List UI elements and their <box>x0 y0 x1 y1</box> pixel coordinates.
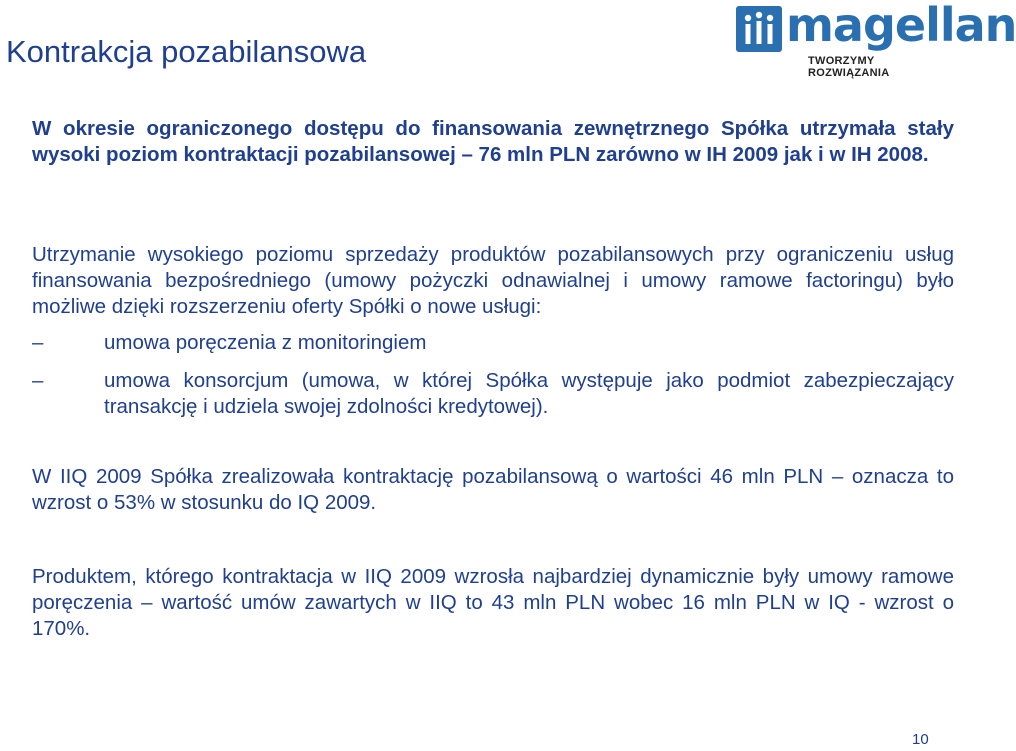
magellan-logo <box>736 0 1016 79</box>
paragraph-product-growth: Produktem, którego kontraktacja w IIQ 2009 wzrosła najbardziej dynamicznie były umowy ramowe poręczenia – wartość umów zawartych w IIQ to 43 mln PLN wobec 16 mln PLN w IQ - wzrost o 170%. <box>32 565 954 640</box>
logo-tagline: TWORZYMY ROZWIĄZANIA <box>808 55 890 79</box>
bullet-dash: – <box>32 331 44 354</box>
bullet-dash: – <box>32 369 44 392</box>
page-number: 10 <box>912 731 929 748</box>
paragraph-new-services: Utrzymanie wysokiego poziomu sprzedaży produktów pozabilansowych przy ograniczeniu usług finansowania bezpośredniego (umowy pożyczki odnawialnej i umowy ramowe factoringu) było możliwe dzięki rozszerzeniu oferty Spółki o nowe usługi: <box>32 243 954 318</box>
paragraph-q2-contracting: W IIQ 2009 Spółka zrealizowała kontraktację pozabilansową o wartości 46 mln PLN – oznacza to wzrost o 53% w stosunku do IQ 2009. <box>32 465 954 514</box>
bullet-text: umowa poręczenia z monitoringiem <box>104 331 427 354</box>
logo-wordmark: magellan <box>786 0 1016 52</box>
magellan-logo-icon <box>736 6 782 52</box>
paragraph-summary: W okresie ograniczonego dostępu do finansowania zewnętrznego Spółka utrzymała stały wysoki poziom kontraktacji pozabilansowej – 76 mln PLN zarówno w IH 2009 jak i w IH 2008. <box>32 117 954 166</box>
slide-title: Kontrakcja pozabilansowa <box>6 34 367 69</box>
bullet-text: umowa konsorcjum (umowa, w której Spółka występuje jako podmiot zabezpieczający transakcję i udziela swojej zdolności kredytowej). <box>104 369 954 418</box>
